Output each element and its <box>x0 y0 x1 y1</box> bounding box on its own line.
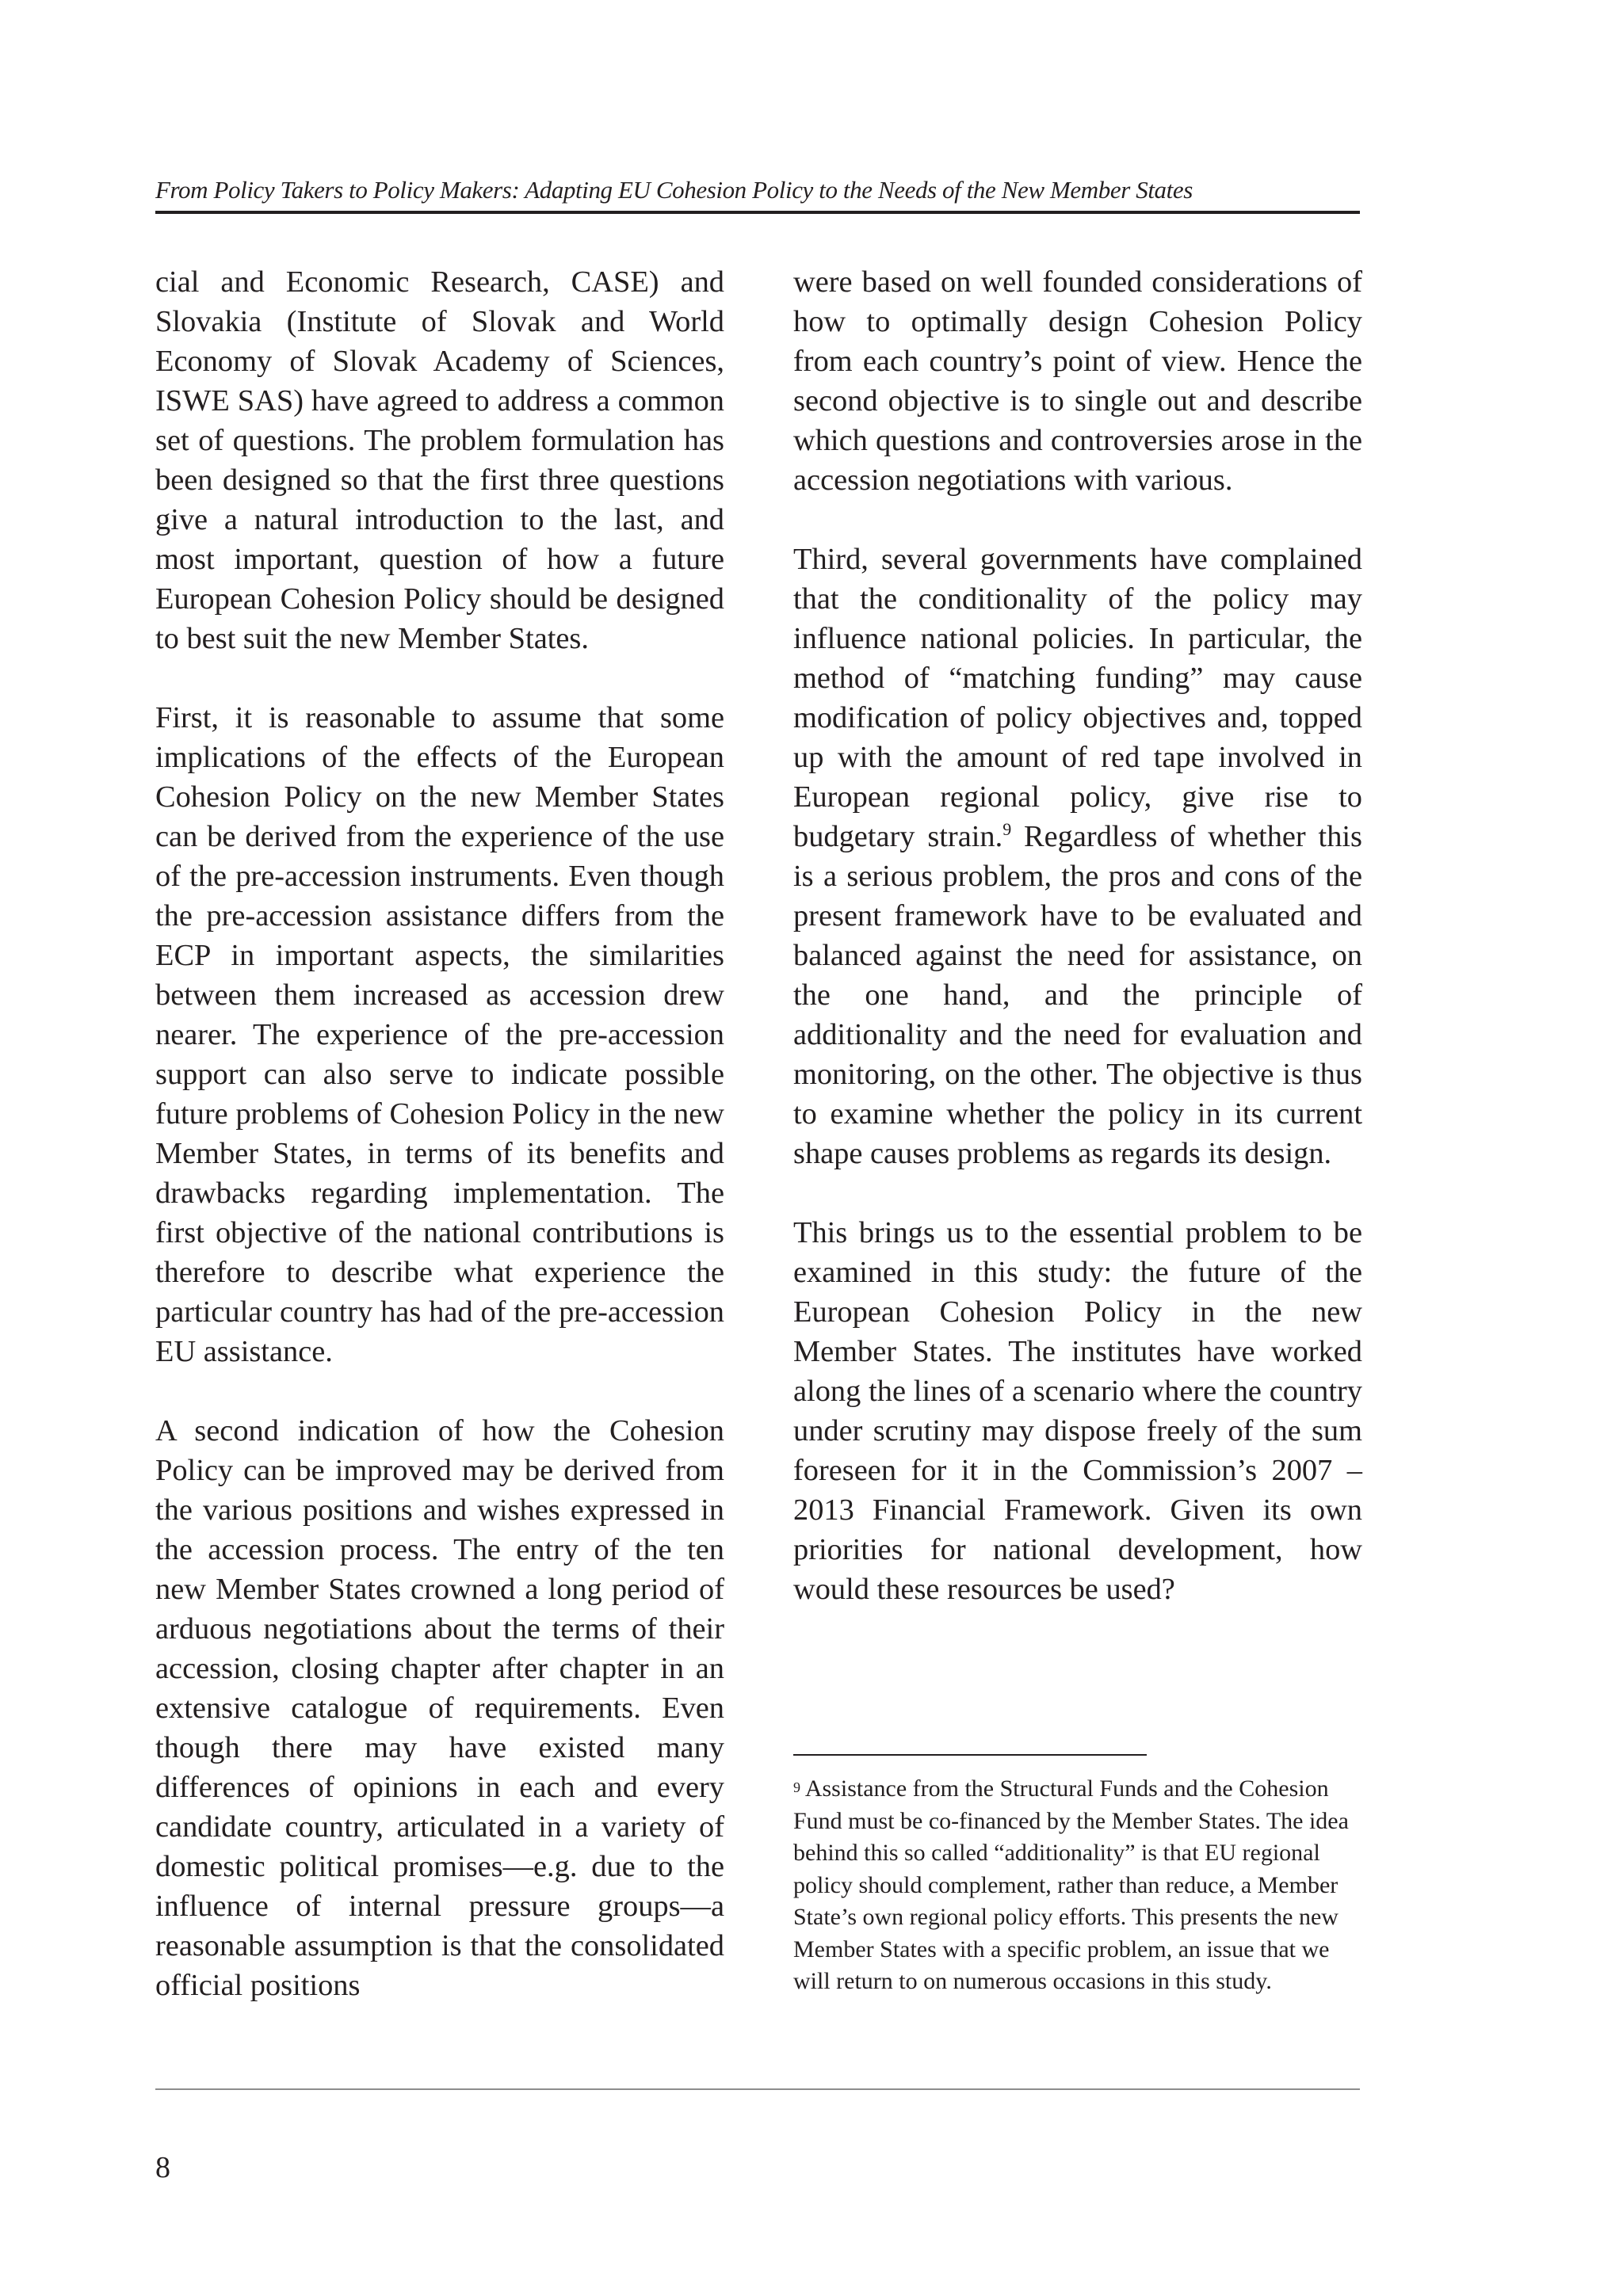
paragraph: were based on well founded considerations of how to optimally design Cohesion Policy from each country’s point of view. Hence the second objective is to single out and describe which questions and controversies arose in the accession negotiations with various. <box>793 265 1362 497</box>
footnote <box>793 1773 1362 1998</box>
running-header-title: From Policy Takers to Policy Makers: Adapting EU Cohesion Policy to the Needs of the New Member States <box>155 176 1193 204</box>
footer-rule <box>155 2088 1360 2090</box>
paragraph: First, it is reasonable to assume that some implications of the effects of the European Cohesion Policy on the new Member States can be derived from the experience of the use of the pre-accession instruments. Even though the pre-accession assistance differs from the ECP in important aspects, the similarities between them increased as accession drew nearer. The experience of the pre-accession support can also serve to indicate possible future problems of Cohesion Policy in the new Member States, in terms of its benefits and drawbacks regarding implementation. The first objective of the national contributions is therefore to describe what experience the particular country has had of the pre-accession EU assistance. <box>155 701 724 1368</box>
header-rule <box>155 211 1360 214</box>
footnote-reference[interactable]: 9 <box>1002 819 1012 840</box>
paragraph-text: Third, several governments have complained that the conditionality of the policy may influence national policies. In particular, the method of “matching funding” may cause modification of policy objectives and, topped up with the amount of red tape involved in European regional policy, give rise to budgetary strain. <box>793 543 1362 853</box>
paragraph: A second indication of how the Cohesion Policy can be improved may be derived from the various positions and wishes expressed in the accession process. The entry of the ten new Member States crowned a long period of arduous negotiations about the terms of their accession, closing chapter after chapter in an extensive catalogue of requirements. Even though there may have existed many differences of opinions in each and every candidate country, articulated in a variety of domestic political promises—e.g. due to the influence of internal pressure groups—a reasonable assumption is that the consolidated official positions <box>155 1414 724 2002</box>
right-column <box>793 262 1362 1649</box>
footnote-text: Assistance from the Structural Funds and the Cohesion Fund must be co-financed by the Member States. The idea behind this so called “additionality” is that EU regional policy should complement, rather than reduce, a Member State’s own regional policy efforts. This presents the new Member States with a specific problem, an issue that we will return to on numerous occasions in this study. <box>793 1775 1349 1994</box>
footnote-separator <box>793 1754 1147 1756</box>
paragraph <box>793 540 1362 1173</box>
paragraph: This brings us to the essential problem to be examined in this study: the future of the European Cohesion Policy in the new Member States. The institutes have worked along the lines of a scenario where the country under scrutiny may dispose freely of the sum foreseen for it in the Commission’s 2007 – 2013 Financial Framework. Given its own priorities for national development, how would these resources be used? <box>793 1216 1362 1606</box>
paragraph: cial and Economic Research, CASE) and Slovakia (Institute of Slovak and World Economy of Slovak Academy of Sciences, ISWE SAS) have agreed to address a common set of questions. The problem formulation has been designed so that the first three questions give a natural introduction to the last, and most important, question of how a future European Cohesion Policy should be designed to best suit the new Member States. <box>155 265 724 655</box>
footnote-number: 9 <box>793 1779 800 1795</box>
left-column <box>155 262 724 2045</box>
page-number: 8 <box>155 2151 170 2184</box>
paragraph-text: Regardless of whether this is a serious problem, the pros and cons of the present framework have to be evaluated and balanced against the need for assistance, on the one hand, and the principle of additionality and the need for evaluation and monitoring, on the other. The objective is thus to examine whether the policy in its current shape causes problems as regards its design. <box>793 820 1362 1170</box>
